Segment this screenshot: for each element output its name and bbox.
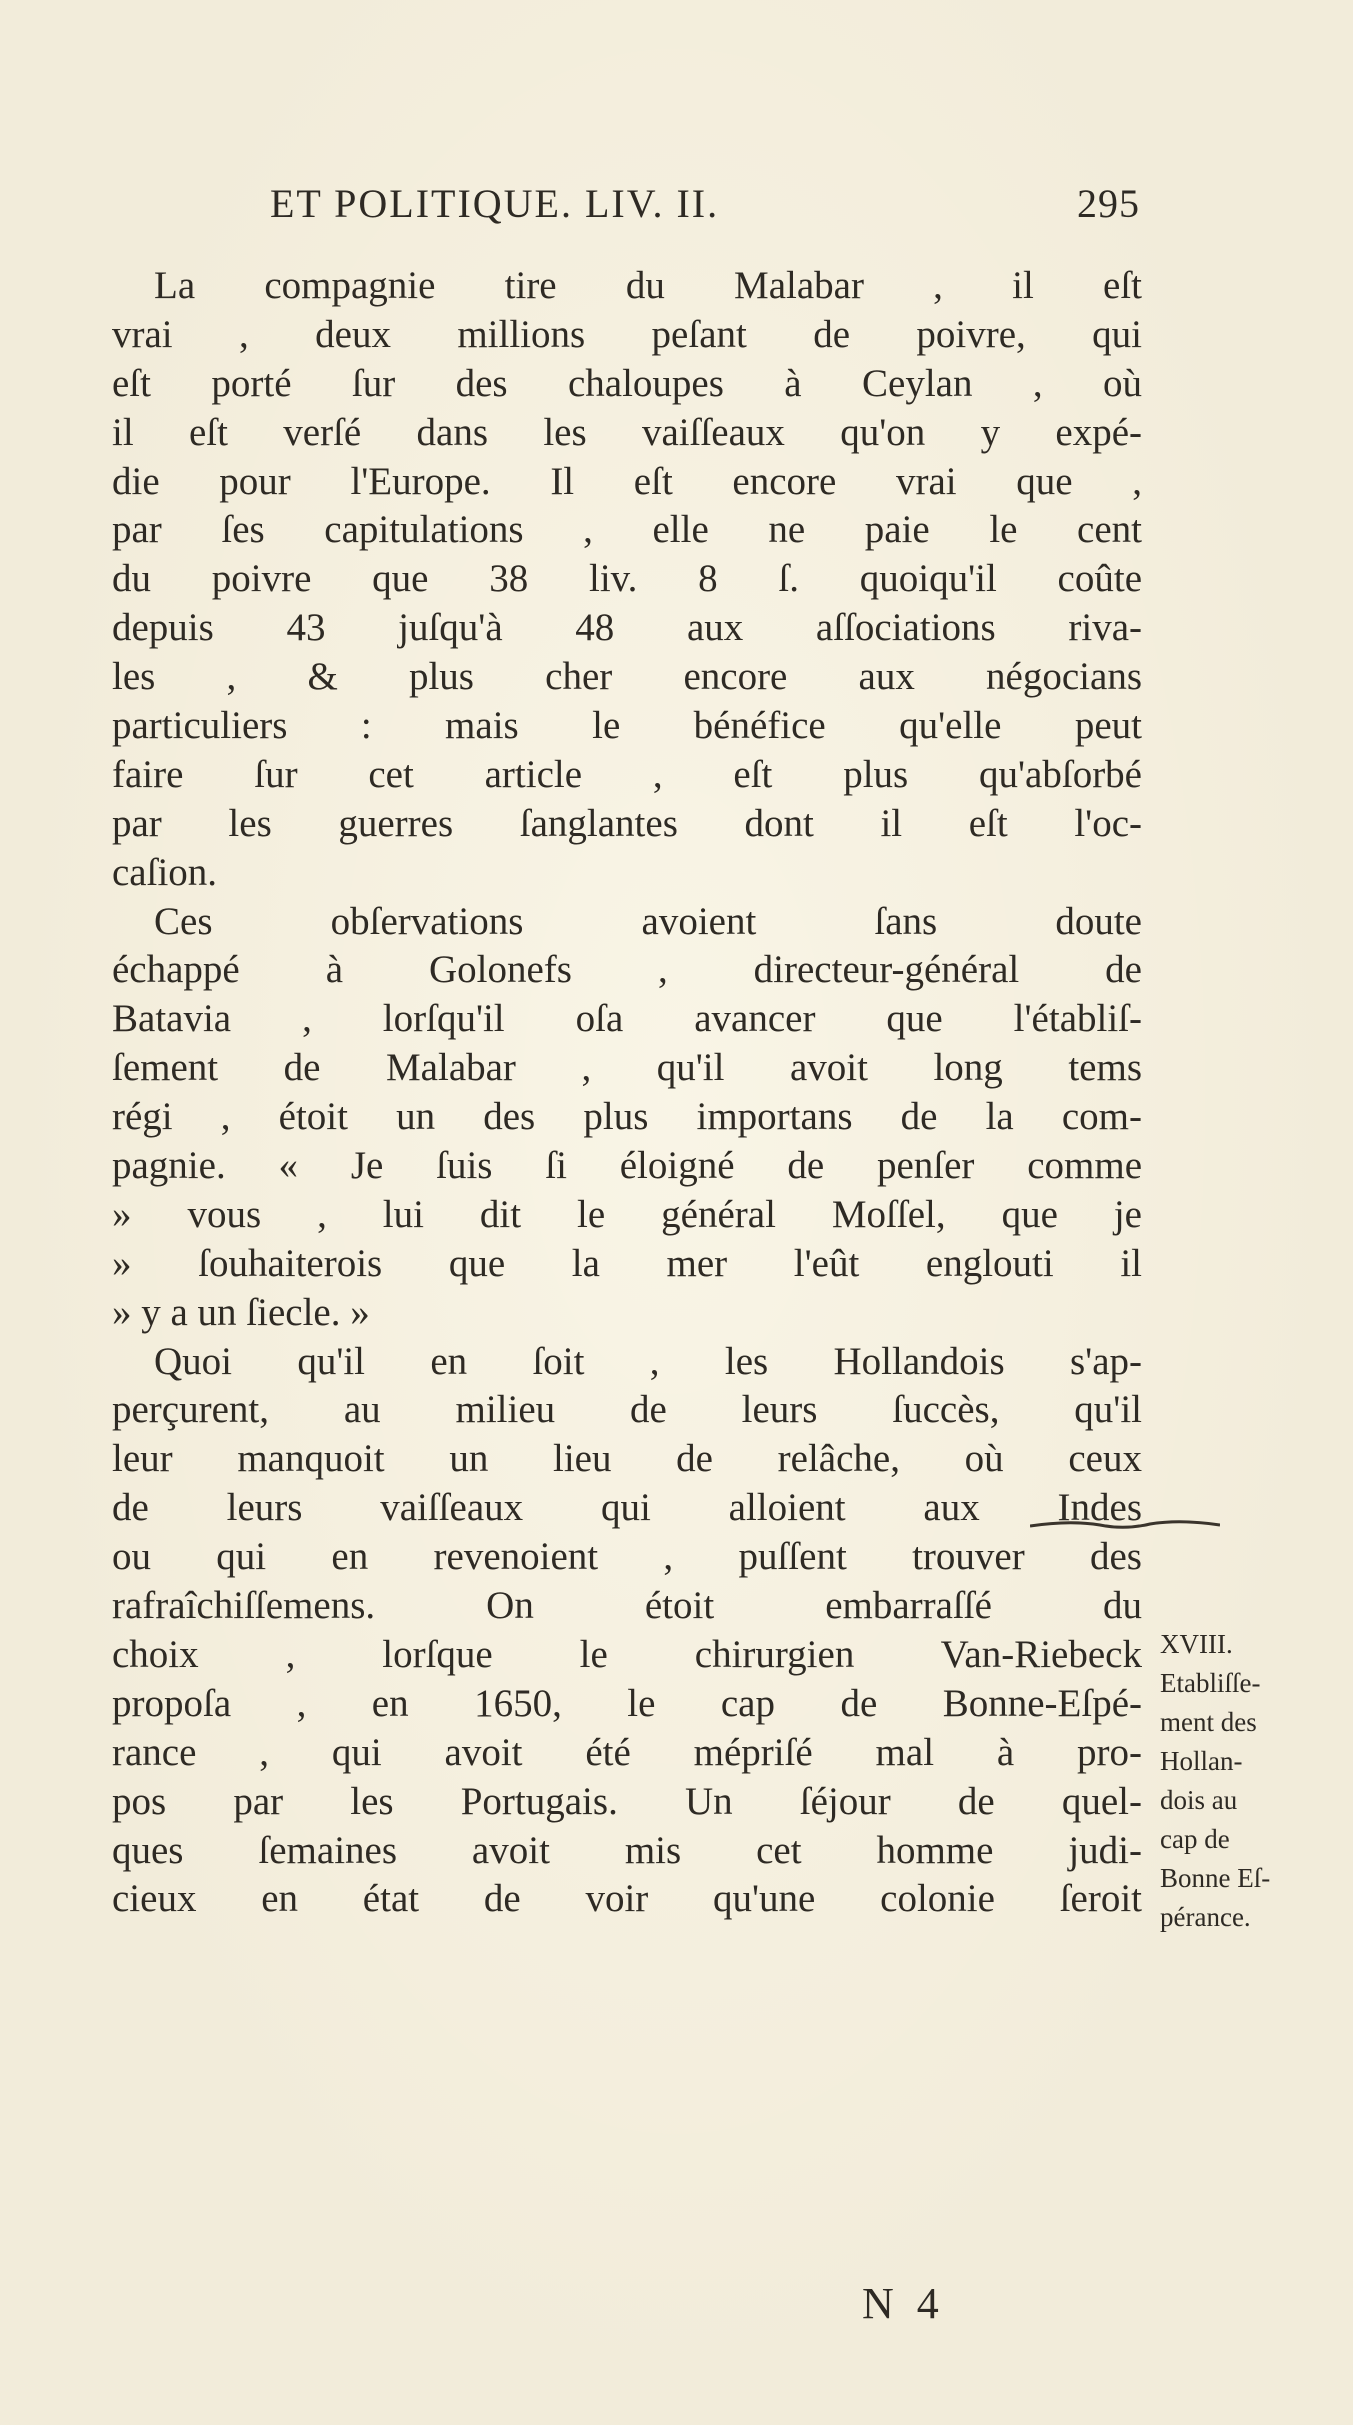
text-line: perçurent, au milieu de leurs ſuccès, qu'il bbox=[112, 1388, 1142, 1432]
text-line: cieux en état de voir qu'une colonie ſeroit bbox=[112, 1877, 1142, 1921]
text-line: caſion. bbox=[112, 850, 218, 894]
text-line: par ſes capitulations , elle ne paie le cent bbox=[112, 508, 1142, 552]
text-line: choix , lorſque le chirurgien Van-Riebeck bbox=[112, 1632, 1142, 1676]
body-text bbox=[112, 262, 1142, 1924]
text-line: de leurs vaiſſeaux qui alloient aux Indes bbox=[112, 1486, 1142, 1530]
margin-note-line: pérance. bbox=[1160, 1902, 1251, 1932]
margin-note-line: cap de bbox=[1160, 1824, 1230, 1854]
text-line: eſt porté ſur des chaloupes à Ceylan , où bbox=[112, 361, 1142, 405]
text-line: du poivre que 38 liv. 8 ſ. quoiqu'il coûte bbox=[112, 557, 1142, 601]
text-line: échappé à Golonefs , directeur-général de bbox=[112, 948, 1142, 992]
text-line: particuliers : mais le bénéfice qu'elle peut bbox=[112, 704, 1142, 748]
text-line: par les guerres ſanglantes dont il eſt l'oc- bbox=[112, 801, 1142, 845]
text-line: » y a un ſiecle. » bbox=[112, 1290, 370, 1334]
text-line: depuis 43 juſqu'à 48 aux aſſociations riva- bbox=[112, 606, 1142, 650]
text-line: ques ſemaines avoit mis cet homme judi- bbox=[112, 1828, 1142, 1872]
section-ornament bbox=[1030, 1518, 1220, 1532]
margin-note-line: Bonne Eſ- bbox=[1160, 1863, 1271, 1893]
margin-note-line: ment des bbox=[1160, 1707, 1257, 1737]
text-line: régi , étoit un des plus importans de la com- bbox=[112, 1095, 1142, 1139]
margin-note-line: dois au bbox=[1160, 1785, 1238, 1815]
margin-note bbox=[1160, 1625, 1350, 1937]
margin-note-line: Hollan- bbox=[1160, 1746, 1243, 1776]
text-line: propoſa , en 1650, le cap de Bonne-Eſpé- bbox=[112, 1681, 1142, 1725]
text-line: les , & plus cher encore aux négocians bbox=[112, 655, 1142, 699]
text-line: il eſt verſé dans les vaiſſeaux qu'on y expé- bbox=[112, 410, 1142, 454]
text-line: » ſouhaiterois que la mer l'eût englouti il bbox=[112, 1241, 1142, 1285]
text-line: Ces obſervations avoient ſans doute bbox=[154, 899, 1142, 943]
text-line: ou qui en revenoient , puſſent trouver des bbox=[112, 1535, 1142, 1579]
text-line: rance , qui avoit été mépriſé mal à pro- bbox=[112, 1730, 1142, 1774]
page-number: 295 bbox=[1077, 181, 1140, 226]
text-line: pos par les Portugais. Un ſéjour de quel- bbox=[112, 1779, 1142, 1823]
text-line: Quoi qu'il en ſoit , les Hollandois s'ap- bbox=[154, 1339, 1142, 1383]
page-header bbox=[270, 180, 1140, 240]
text-line: faire ſur cet article , eſt plus qu'abſorbé bbox=[112, 752, 1142, 796]
text-line: pagnie. « Je ſuis ſi éloigné de penſer comme bbox=[112, 1144, 1142, 1188]
margin-note-line: XVIII. bbox=[1160, 1629, 1233, 1659]
text-line: vrai , deux millions peſant de poivre, qui bbox=[112, 312, 1142, 356]
signature-mark: N 4 bbox=[862, 2279, 945, 2328]
running-title: ET POLITIQUE. LIV. II. bbox=[270, 181, 720, 226]
margin-note-line: Etabliſſe- bbox=[1160, 1668, 1261, 1698]
text-line: La compagnie tire du Malabar , il eſt bbox=[154, 264, 1142, 307]
text-line: ſement de Malabar , qu'il avoit long tems bbox=[112, 1046, 1142, 1090]
text-line: die pour l'Europe. Il eſt encore vrai que , bbox=[112, 459, 1142, 503]
text-line: » vous , lui dit le général Moſſel, que je bbox=[112, 1192, 1142, 1236]
text-line: rafraîchiſſemens. On étoit embarraſſé du bbox=[112, 1584, 1142, 1628]
text-line: leur manquoit un lieu de relâche, où ceux bbox=[112, 1437, 1142, 1481]
text-line: Batavia , lorſqu'il oſa avancer que l'établiſ- bbox=[112, 997, 1142, 1041]
